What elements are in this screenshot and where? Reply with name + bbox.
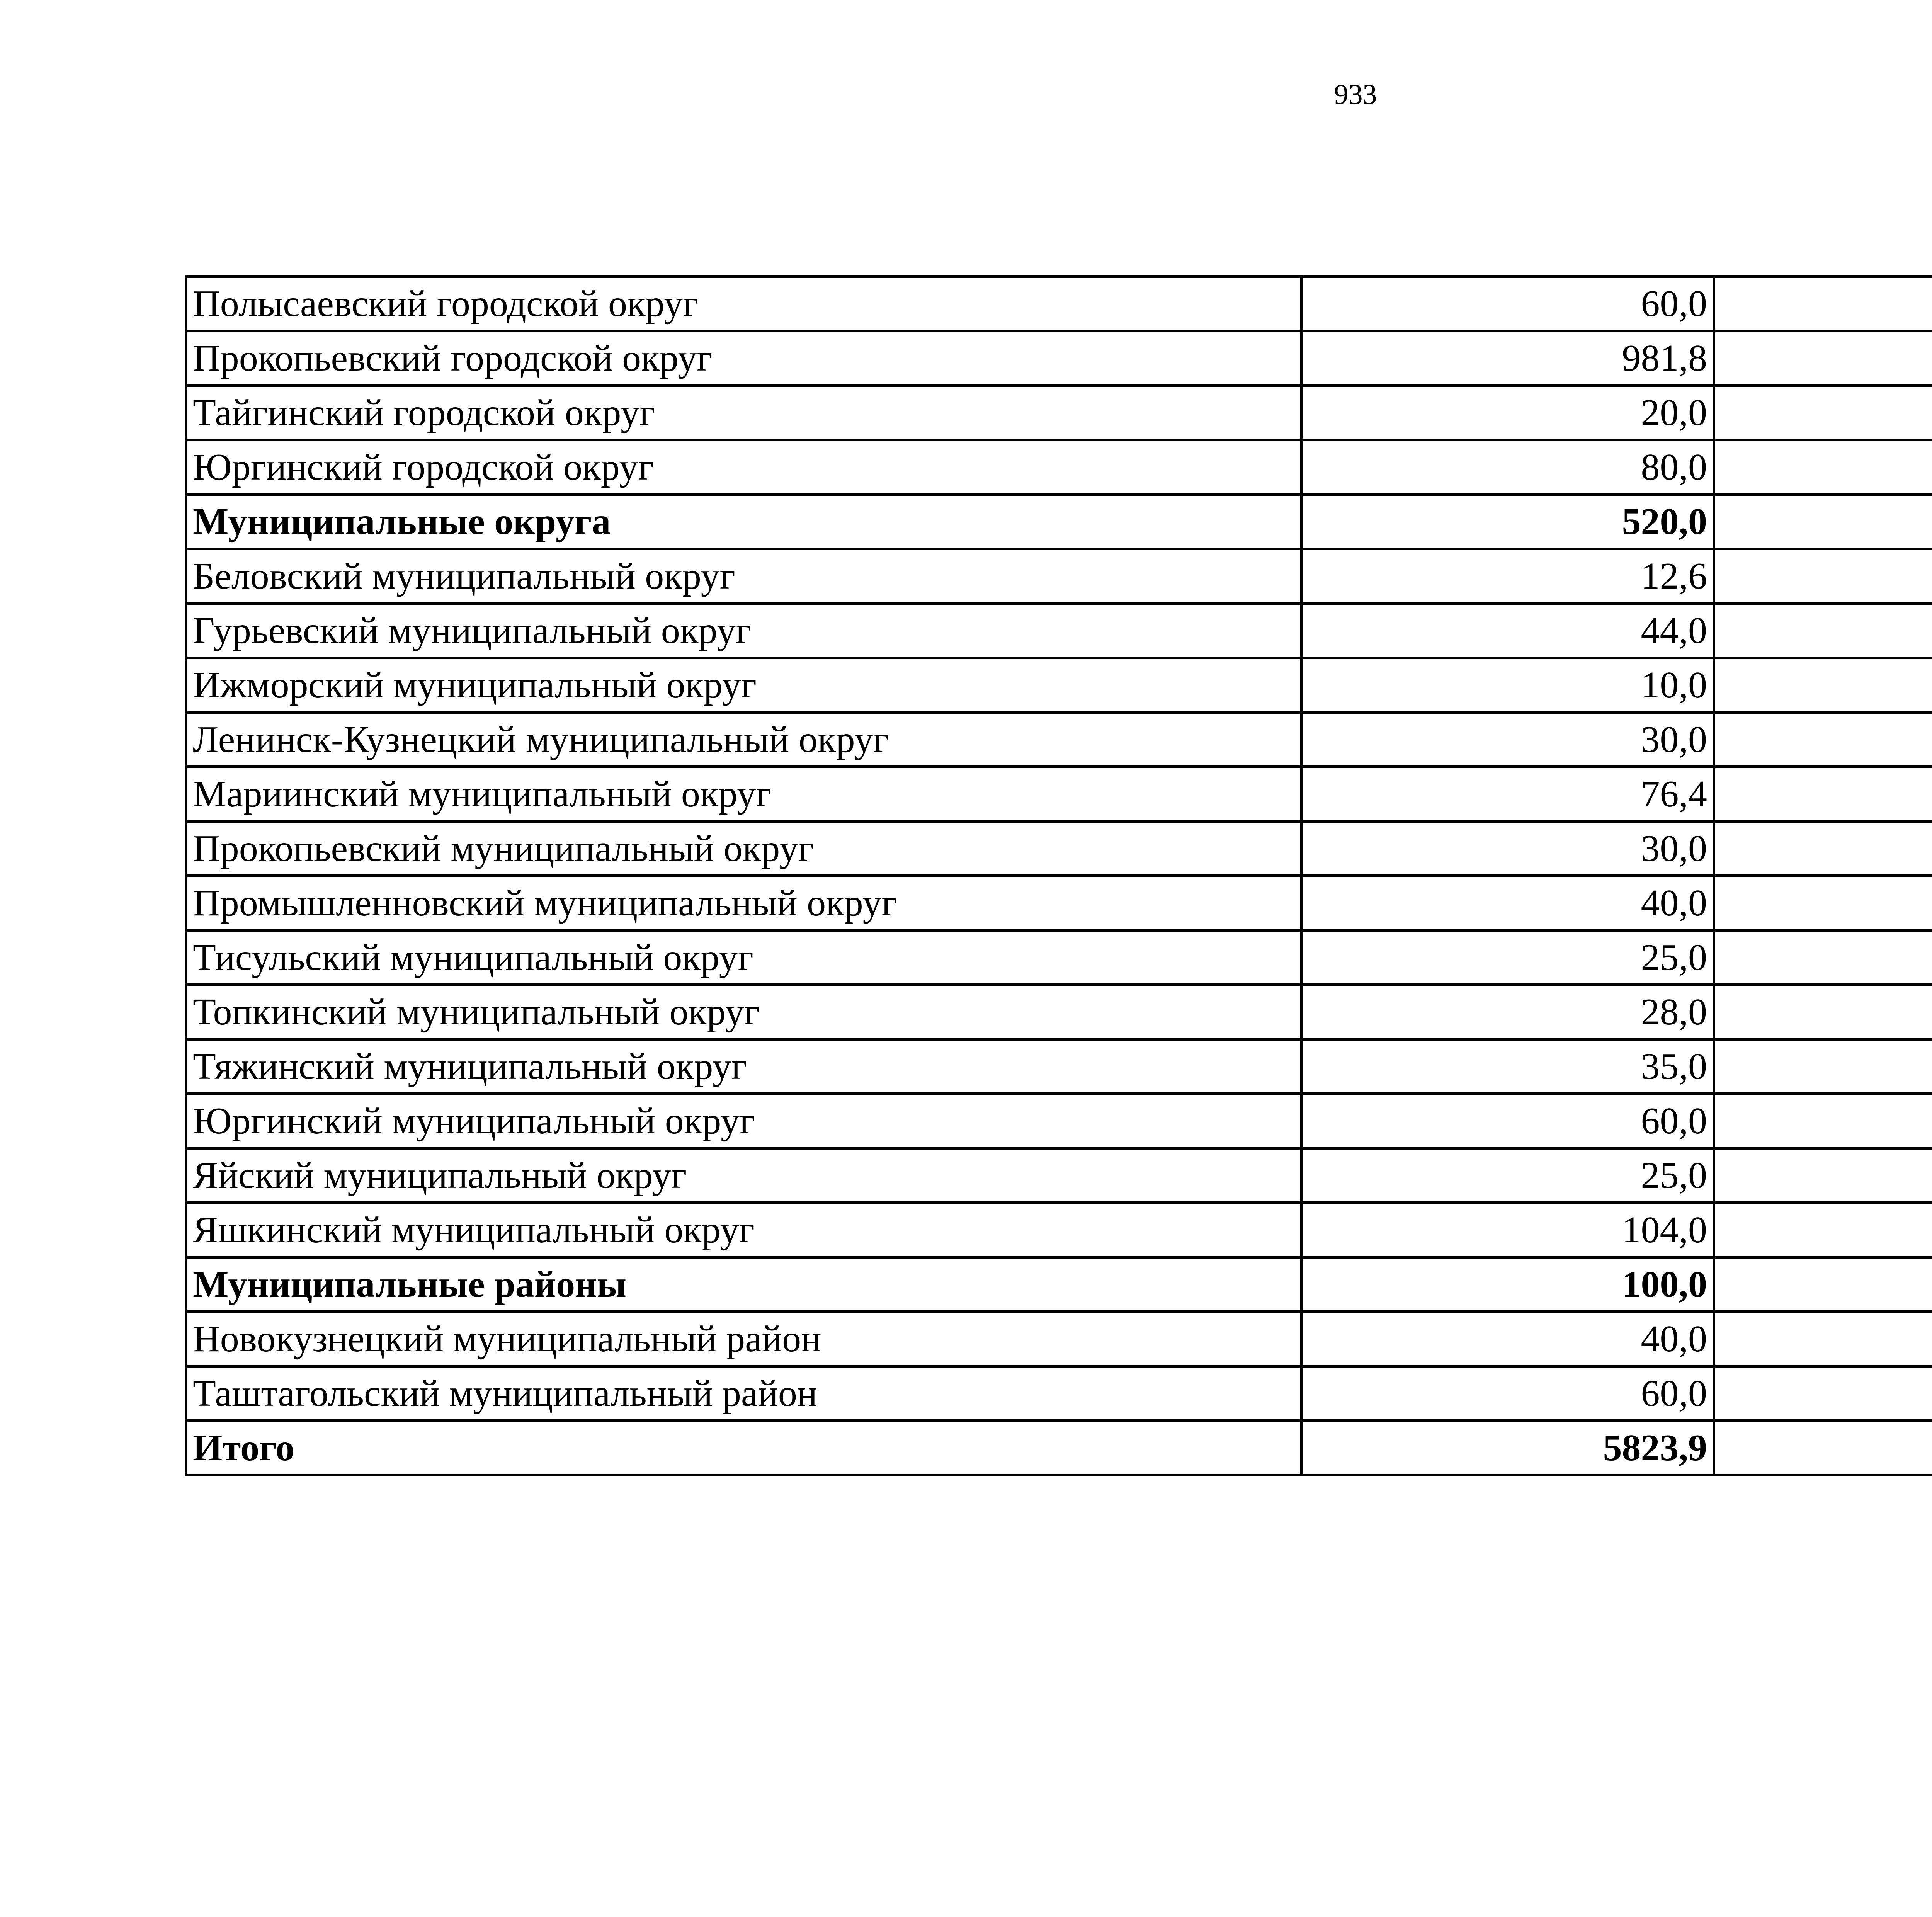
value-cell-col2	[1714, 876, 1932, 930]
value-cell-col2	[1714, 440, 1932, 495]
value-cell-col1: 25,0	[1301, 930, 1714, 985]
value-cell-col1: 20,0	[1301, 386, 1714, 440]
row-name-cell: Мариинский муниципальный округ	[186, 767, 1301, 822]
row-name-cell: Тяжинский муниципальный округ	[186, 1039, 1301, 1094]
value-cell-col2	[1714, 822, 1932, 876]
row-name-cell: Таштагольский муниципальный район	[186, 1366, 1301, 1421]
table-row-subtotal	[186, 495, 1932, 549]
value-cell-col1: 76,4	[1301, 767, 1714, 822]
row-name-cell: Полысаевский городской округ	[186, 277, 1301, 331]
value-cell-col2	[1714, 1039, 1932, 1094]
value-cell-col2	[1714, 658, 1932, 713]
value-cell-col2	[1714, 1312, 1932, 1366]
value-cell-col1: 28,0	[1301, 985, 1714, 1039]
table-row	[186, 1148, 1932, 1203]
table-row	[186, 767, 1932, 822]
table-row	[186, 822, 1932, 876]
row-name-cell: Яшкинский муниципальный округ	[186, 1203, 1301, 1257]
value-cell-col2	[1714, 767, 1932, 822]
table-row	[186, 930, 1932, 985]
table-row	[186, 658, 1932, 713]
table-row	[186, 713, 1932, 767]
row-name-cell: Юргинский городской округ	[186, 440, 1301, 495]
row-name-cell: Муниципальные округа	[186, 495, 1301, 549]
row-name-cell: Беловский муниципальный округ	[186, 549, 1301, 604]
value-cell-col1: 10,0	[1301, 658, 1714, 713]
table-row	[186, 1203, 1932, 1257]
value-cell-col2	[1714, 930, 1932, 985]
value-cell-col1: 981,8	[1301, 331, 1714, 386]
value-cell-col2	[1714, 985, 1932, 1039]
row-name-cell: Прокопьевский городской округ	[186, 331, 1301, 386]
value-cell-col1: 5823,9	[1301, 1421, 1714, 1475]
table-row	[186, 1312, 1932, 1366]
row-name-cell: Юргинский муниципальный округ	[186, 1094, 1301, 1148]
value-cell-col2	[1714, 1148, 1932, 1203]
row-name-cell: Муниципальные районы	[186, 1257, 1301, 1312]
value-cell-col2	[1714, 549, 1932, 604]
row-name-cell: Прокопьевский муниципальный округ	[186, 822, 1301, 876]
value-cell-col1: 60,0	[1301, 277, 1714, 331]
table-row	[186, 1094, 1932, 1148]
value-cell-col2	[1714, 386, 1932, 440]
row-name-cell: Ленинск-Кузнецкий муниципальный округ	[186, 713, 1301, 767]
value-cell-col2	[1714, 604, 1932, 658]
value-cell-col1: 44,0	[1301, 604, 1714, 658]
value-cell-col1: 30,0	[1301, 713, 1714, 767]
value-cell-col1: 520,0	[1301, 495, 1714, 549]
value-cell-col1: 104,0	[1301, 1203, 1714, 1257]
table-row	[186, 876, 1932, 930]
value-cell-col1: 60,0	[1301, 1094, 1714, 1148]
row-name-cell: Яйский муниципальный округ	[186, 1148, 1301, 1203]
table-body	[186, 277, 1932, 1475]
table-row	[186, 386, 1932, 440]
value-cell-col2	[1714, 331, 1932, 386]
table-row	[186, 985, 1932, 1039]
value-cell-col1: 40,0	[1301, 1312, 1714, 1366]
value-cell-col2	[1714, 495, 1932, 549]
table-row	[186, 331, 1932, 386]
value-cell-col2	[1714, 1203, 1932, 1257]
row-name-cell: Ижморский муниципальный округ	[186, 658, 1301, 713]
table-row	[186, 549, 1932, 604]
row-name-cell: Гурьевский муниципальный округ	[186, 604, 1301, 658]
value-cell-col1: 40,0	[1301, 876, 1714, 930]
table-row-subtotal	[186, 1257, 1932, 1312]
value-cell-col1: 12,6	[1301, 549, 1714, 604]
page-number: 933	[1334, 79, 1377, 111]
value-cell-col2	[1714, 1366, 1932, 1421]
row-name-cell: Итого	[186, 1421, 1301, 1475]
value-cell-col2	[1714, 1257, 1932, 1312]
value-cell-col1: 25,0	[1301, 1148, 1714, 1203]
row-name-cell: Тайгинский городской округ	[186, 386, 1301, 440]
row-name-cell: Тисульский муниципальный округ	[186, 930, 1301, 985]
table-row-subtotal	[186, 1421, 1932, 1475]
table-row	[186, 440, 1932, 495]
table-row	[186, 1039, 1932, 1094]
row-name-cell: Промышленновский муниципальный округ	[186, 876, 1301, 930]
allocation-table	[185, 275, 1932, 1476]
row-name-cell: Топкинский муниципальный округ	[186, 985, 1301, 1039]
table-row	[186, 1366, 1932, 1421]
value-cell-col2	[1714, 1421, 1932, 1475]
value-cell-col1: 80,0	[1301, 440, 1714, 495]
row-name-cell: Новокузнецкий муниципальный район	[186, 1312, 1301, 1366]
value-cell-col2	[1714, 713, 1932, 767]
value-cell-col2	[1714, 277, 1932, 331]
value-cell-col1: 100,0	[1301, 1257, 1714, 1312]
value-cell-col1: 60,0	[1301, 1366, 1714, 1421]
table-row	[186, 604, 1932, 658]
table-row	[186, 277, 1932, 331]
value-cell-col2	[1714, 1094, 1932, 1148]
value-cell-col1: 30,0	[1301, 822, 1714, 876]
value-cell-col1: 35,0	[1301, 1039, 1714, 1094]
